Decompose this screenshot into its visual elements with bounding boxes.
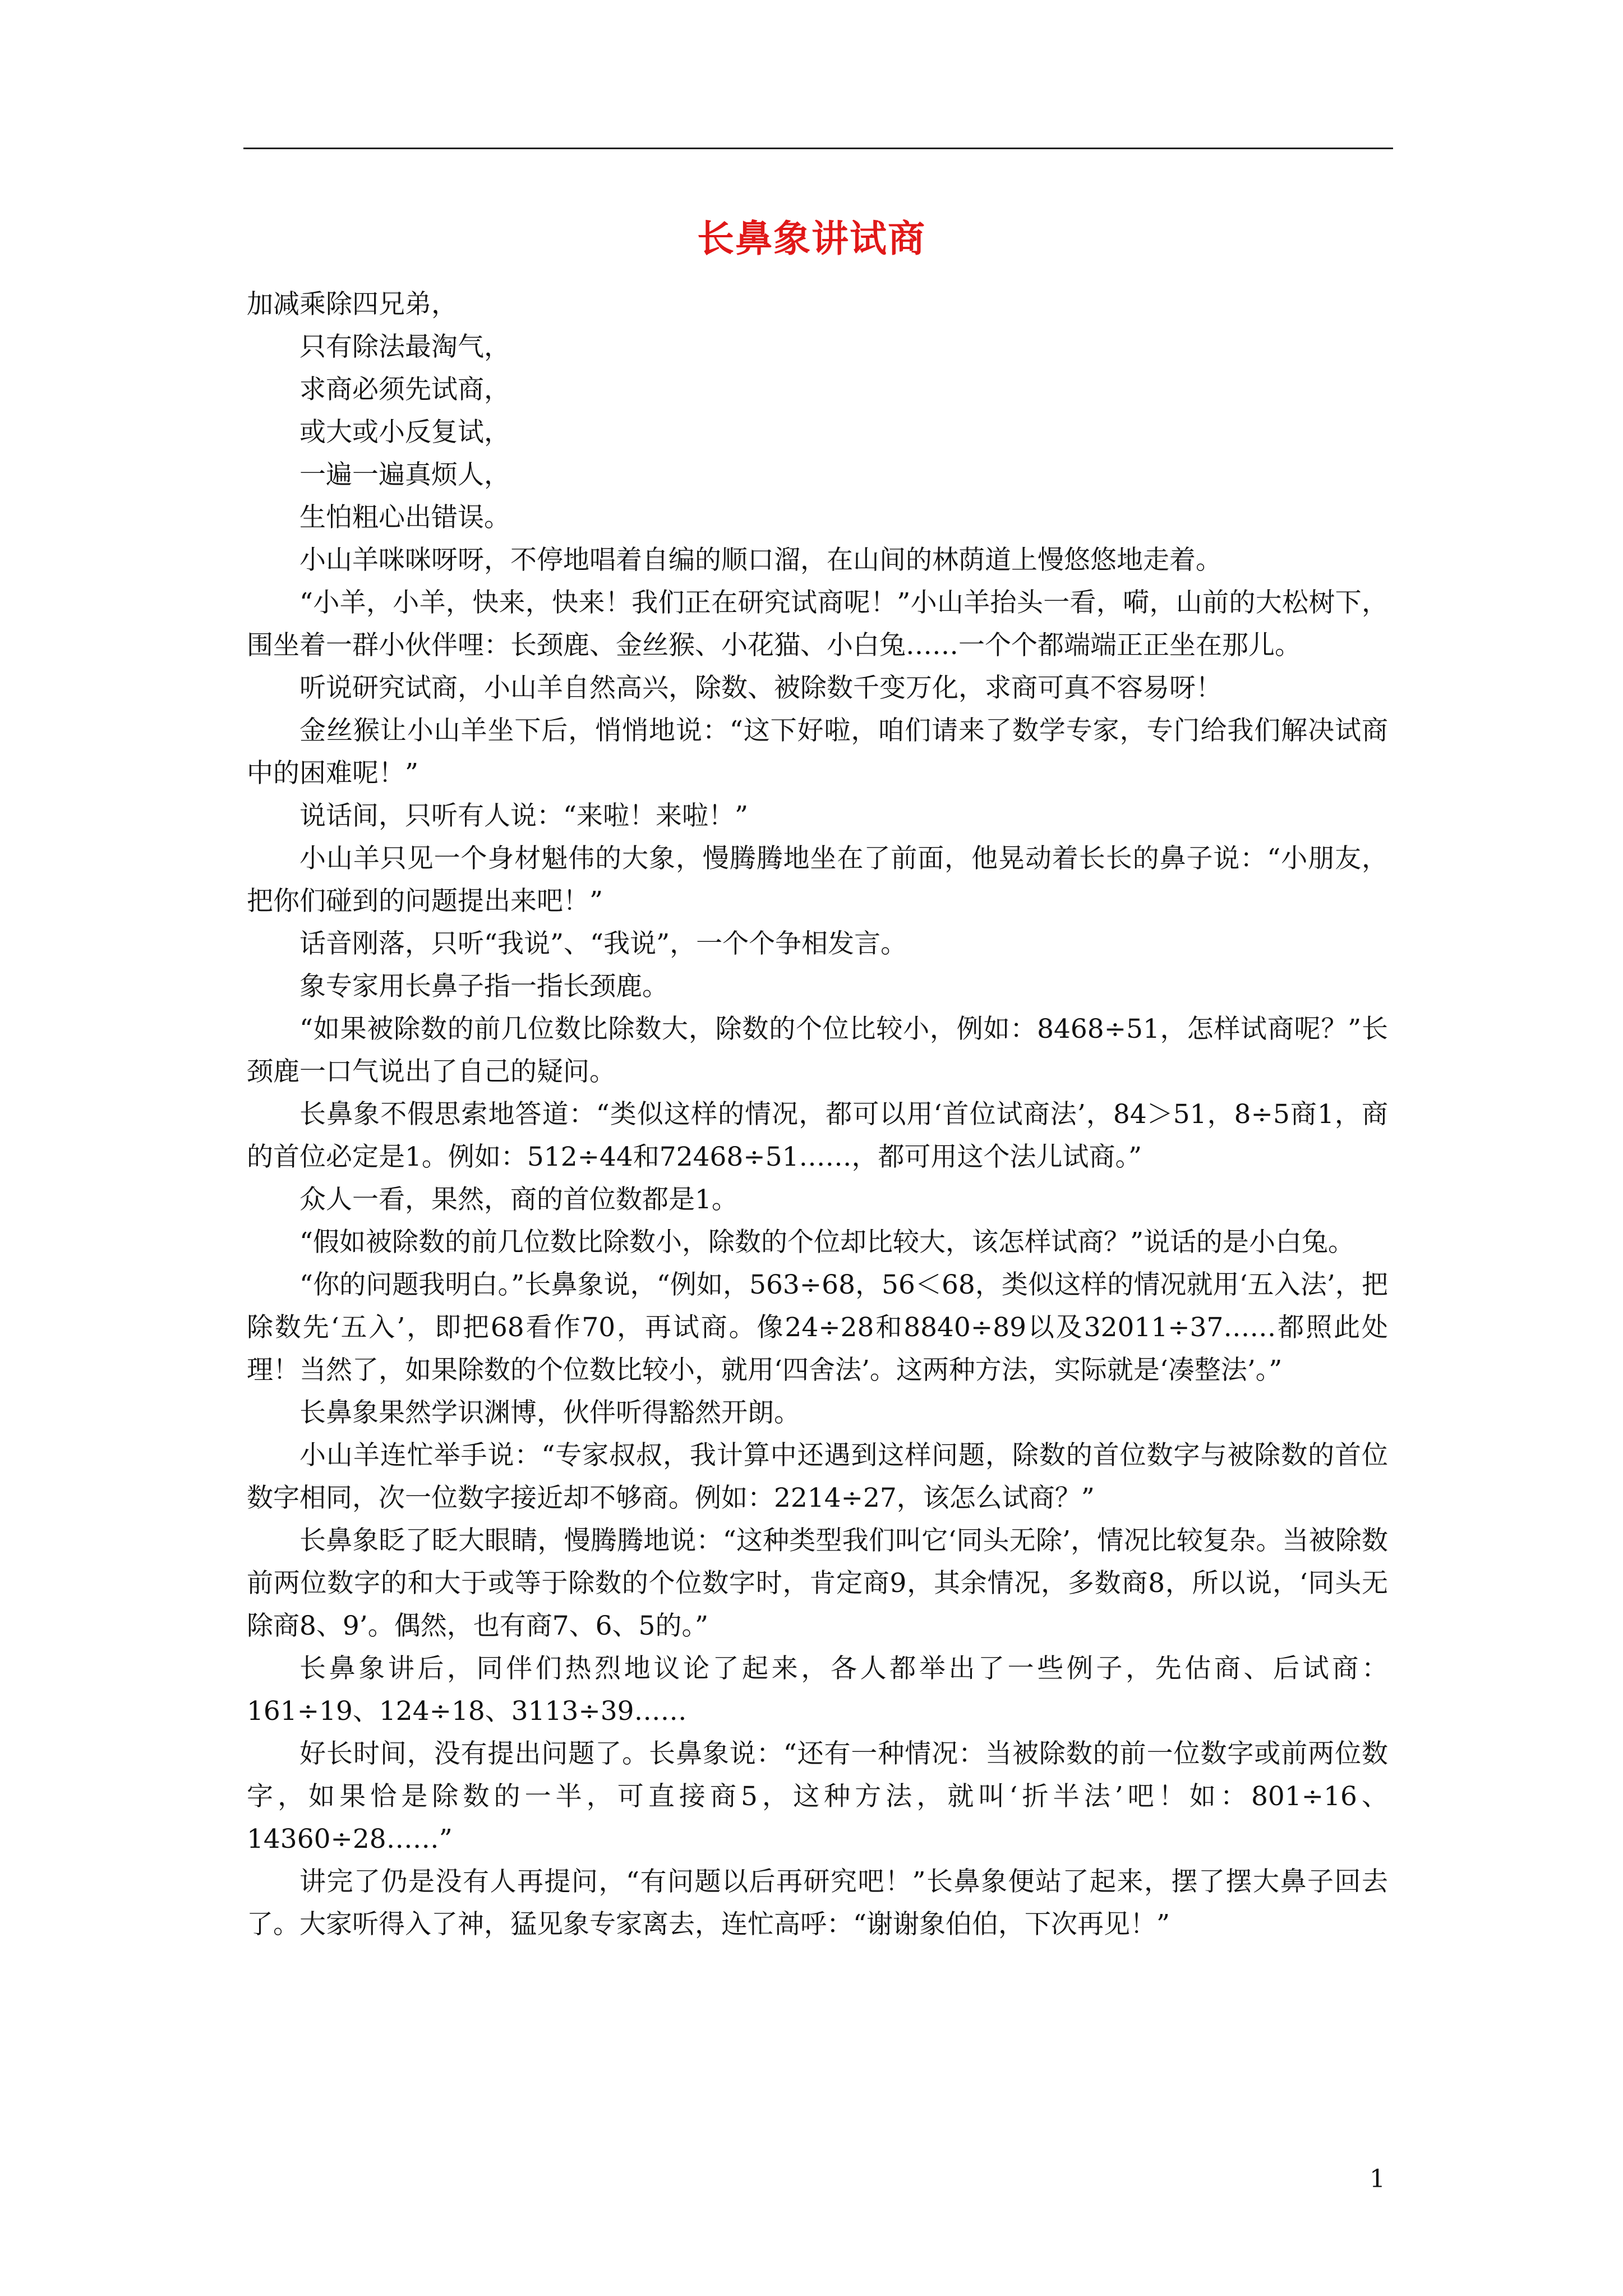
paragraph: 听说研究试商，小山羊自然高兴，除数、被除数千变万化，求商可真不容易呀！ (299, 673, 1222, 703)
paragraph: “如果被除数的前几位数比除数大，除数的个位比较小，例如：8468÷51，怎样试商呢？”长颈鹿一口气说出了自己的疑问。 (247, 1014, 1388, 1087)
paragraph: 长鼻象讲后，同伴们热烈地议论了起来，各人都举出了一些例子，先估商、后试商：161÷19、124÷18、3113÷39…… (247, 1653, 1388, 1727)
page-number: 1 (1370, 2165, 1385, 2193)
paragraph: 说话间，只听有人说：“来啦！来啦！” (299, 800, 749, 831)
document-title: 长鼻象讲试商 (697, 217, 926, 260)
paragraph: 长鼻象果然学识渊博，伙伴听得豁然开朗。 (299, 1397, 800, 1428)
verse-line: 生怕粗心出错误。 (299, 502, 510, 533)
document-body (247, 283, 1388, 1946)
verse-line: 加减乘除四兄弟， (247, 289, 458, 320)
verse-line: 或大或小反复试， (299, 417, 510, 448)
paragraph: “小羊，小羊，快来，快来！我们正在研究试商呢！”小山羊抬头一看，嗬，山前的大松树下，围坐着一群小伙伴哩：长颈鹿、金丝猴、小花猫、小白兔……一个个都端端正正坐在那儿。 (247, 587, 1388, 661)
paragraph: 小山羊连忙举手说：“专家叔叔，我计算中还遇到这样问题，除数的首位数字与被除数的首位数字相同，次一位数字接近却不够商。例如：2214÷27，该怎么试商？” (247, 1440, 1388, 1513)
paragraph: 小山羊咪咪呀呀，不停地唱着自编的顺口溜，在山间的林荫道上慢悠悠地走着。 (299, 545, 1222, 576)
verse-line: 只有除法最淘气， (299, 332, 510, 362)
paragraph: 金丝猴让小山羊坐下后，悄悄地说：“这下好啦，咱们请来了数学专家，专门给我们解决试商中的困难呢！” (247, 715, 1388, 789)
paragraph: “你的问题我明白。”长鼻象说，“例如，563÷68，56＜68，类似这样的情况就用‘五入法’，把除数先‘五入’，即把68看作70，再试商。像24÷28和8840÷89以及32011÷37……都照此处理！当然了，如果除数的个位数比较小，就用‘四舍法’。这两种方法，实际就是‘凑整法’。” (247, 1269, 1388, 1386)
paragraph: 象专家用长鼻子指一指长颈鹿。 (299, 971, 668, 1002)
paragraph: 长鼻象不假思索地答道：“类似这样的情况，都可以用‘首位试商法’，84＞51，8÷5商1，商的首位必定是1。例如：512÷44和72468÷51……，都可用这个法儿试商。” (247, 1099, 1388, 1172)
paragraph: 众人一看，果然，商的首位数都是1。 (299, 1184, 738, 1215)
paragraph: 好长时间，没有提出问题了。长鼻象说：“还有一种情况：当被除数的前一位数字或前两位数字，如果恰是除数的一半，可直接商5，这种方法，就叫‘折半法’吧！如：801÷16、14360÷28……” (247, 1738, 1388, 1855)
paragraph: “假如被除数的前几位数比除数小，除数的个位却比较大，该怎样试商？”说话的是小白兔。 (299, 1227, 1355, 1258)
paragraph: 小山羊只见一个身材魁伟的大象，慢腾腾地坐在了前面，他晃动着长长的鼻子说：“小朋友，把你们碰到的问题提出来吧！” (247, 843, 1388, 917)
verse-line: 一遍一遍真烦人， (299, 459, 510, 490)
paragraph: 讲完了仍是没有人再提问，“有问题以后再研究吧！”长鼻象便站了起来，摆了摆大鼻子回去了。大家听得入了神，猛见象专家离去，连忙高呼：“谢谢象伯伯，下次再见！” (247, 1866, 1388, 1940)
paragraph: 话音刚落，只听“我说”、“我说”，一个个争相发言。 (299, 928, 907, 959)
paragraph: 长鼻象眨了眨大眼睛，慢腾腾地说：“这种类型我们叫它‘同头无除’，情况比较复杂。当被除数前两位数字的和大于或等于除数的个位数字时，肯定商9，其余情况，多数商8，所以说，‘同头无除商8、9’。偶然，也有商7、6、5的。” (247, 1525, 1388, 1641)
header-rule (243, 148, 1393, 149)
verse-line: 求商必须先试商， (299, 374, 510, 405)
